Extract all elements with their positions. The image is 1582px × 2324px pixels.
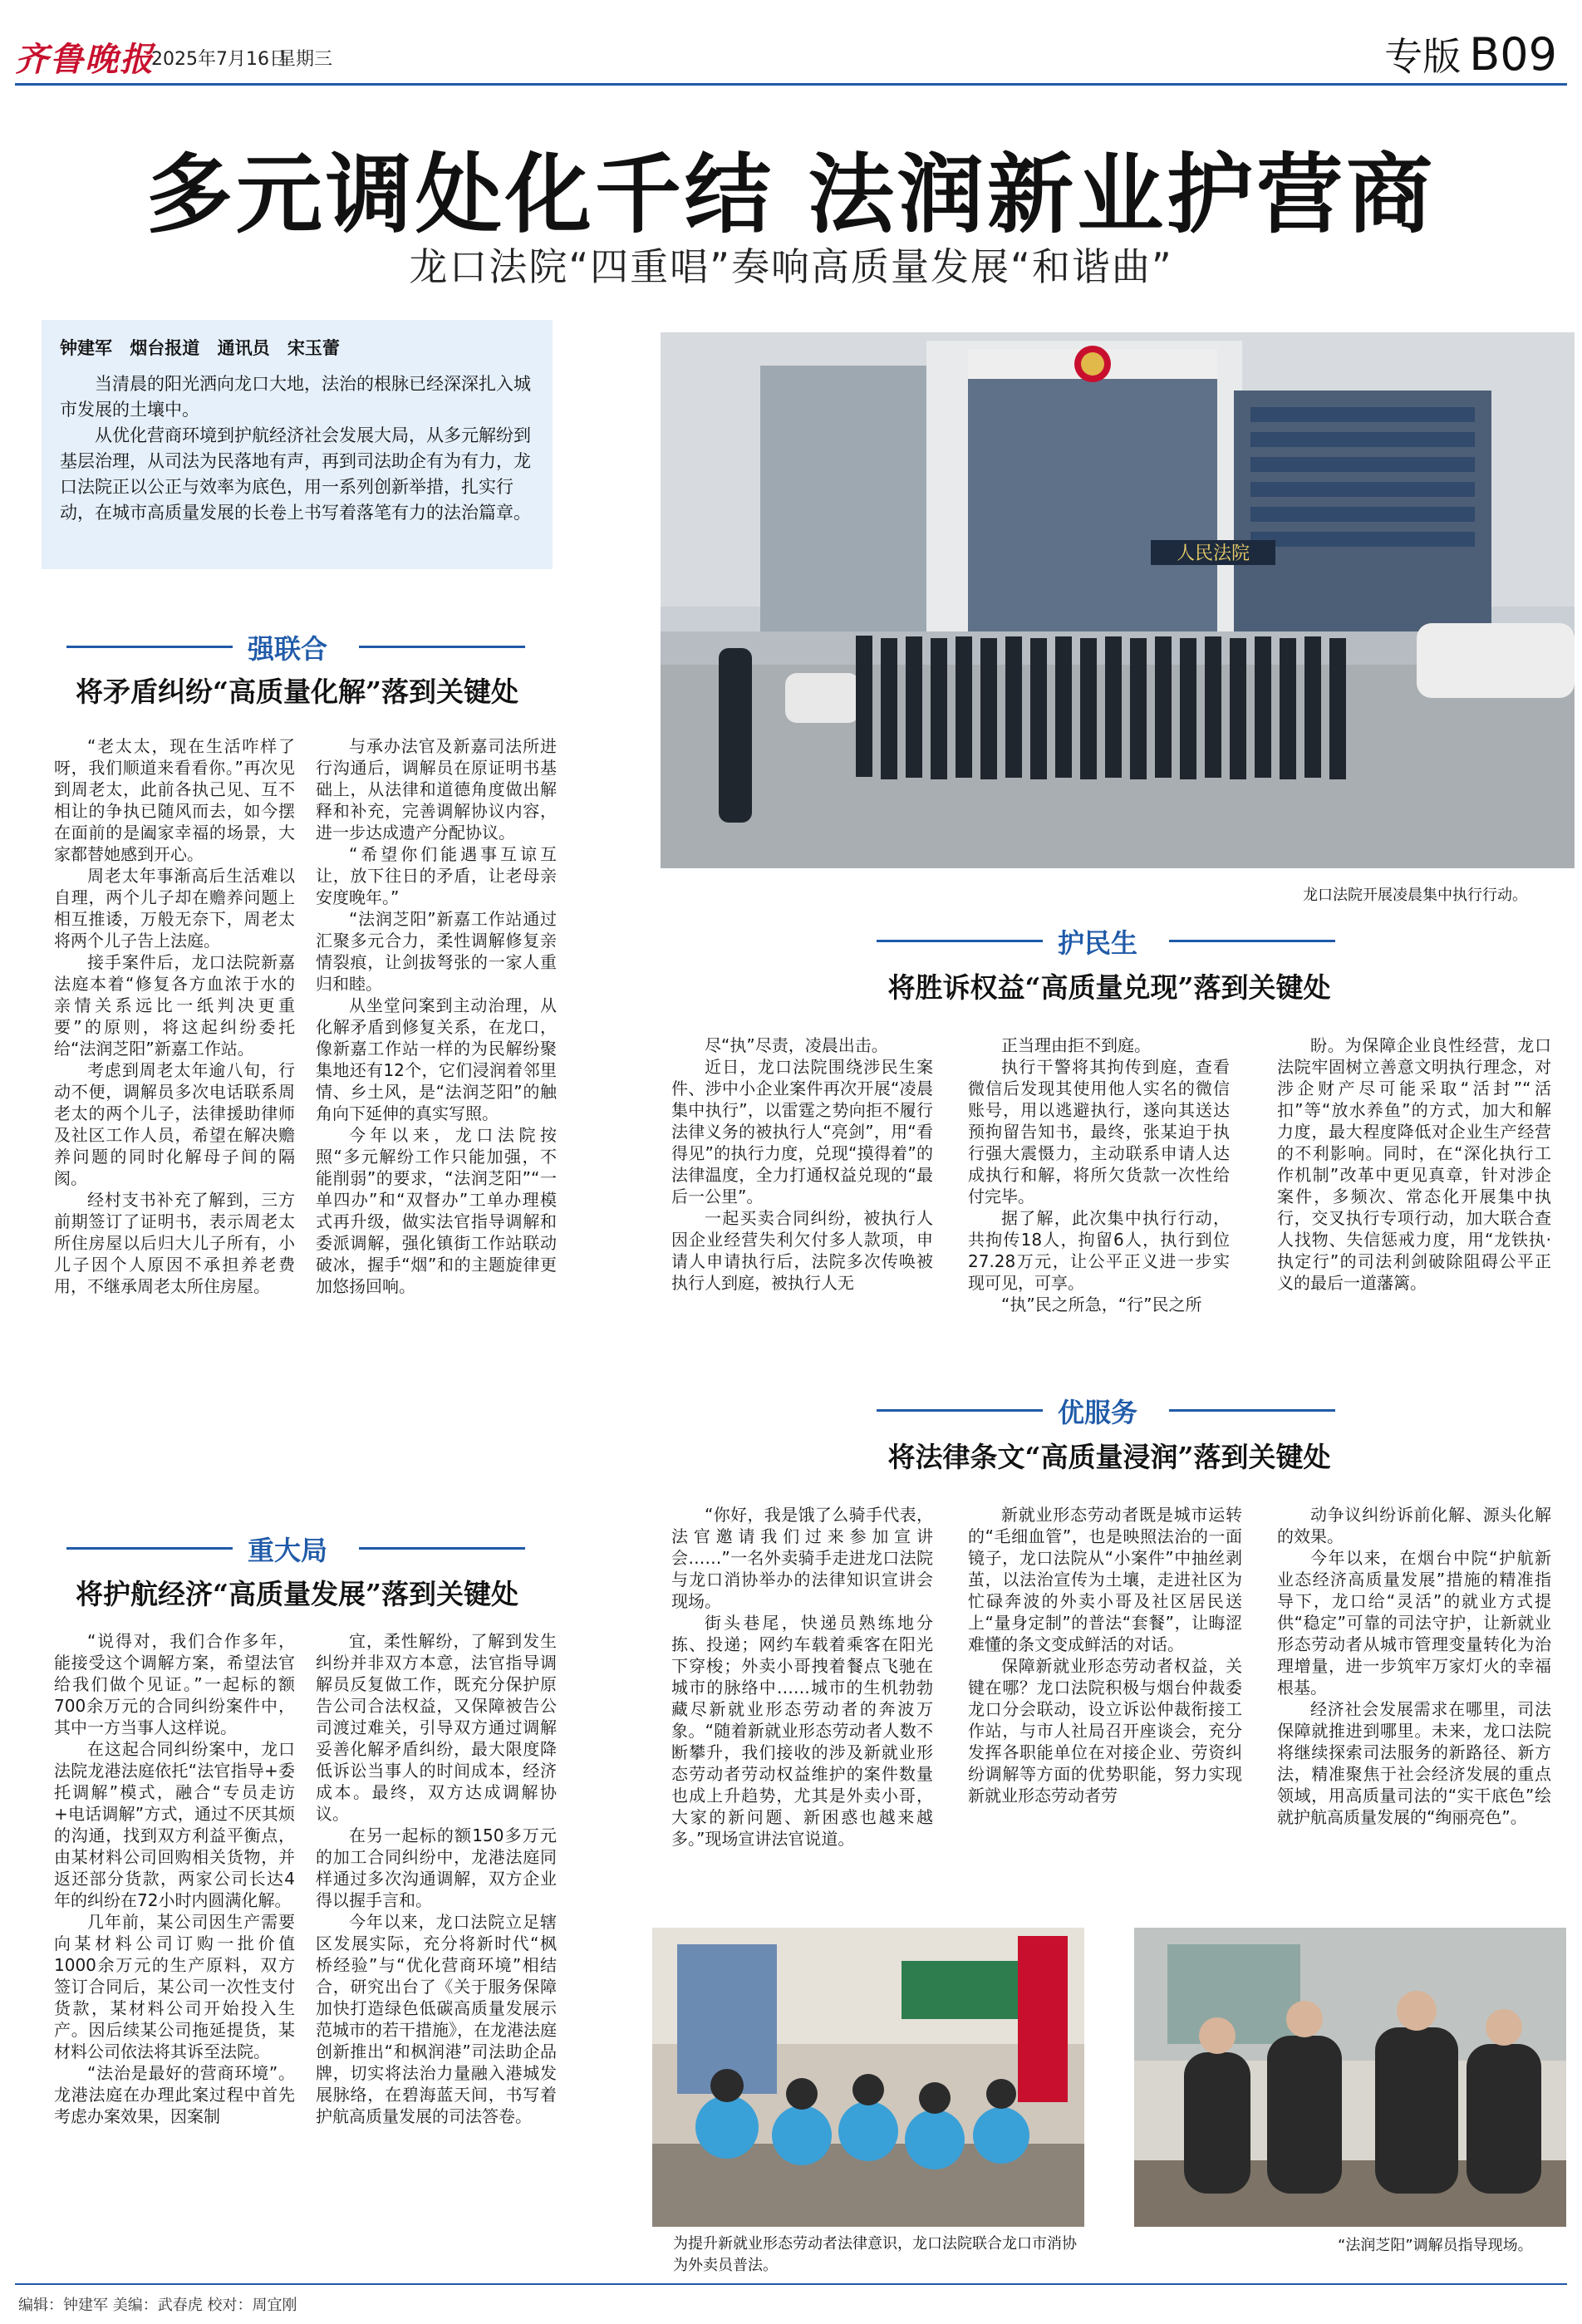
paragraph: “老太太，现在生活咋样了呀，我们顺道来看看你。”再次见到周老太，此前各执己见、互不相让的争执已随风而去，如今摆在面前的是阖家幸福的场景，大家都替她感到开心。 (54, 736, 295, 864)
outreach-photo-illustration (652, 1928, 1084, 2227)
paragraph: 周老太年事渐高后生活难以自理，两个儿子却在赡养问题上相互推诿，万般无奈下，周老太将两个儿子告上法庭。 (54, 866, 295, 951)
paragraph: 在另一起标的额150多万元的加工合同纠纷中，龙港法庭同样通过多次沟通调解，双方企业得以握手言和。 (316, 1825, 557, 1910)
page-label (1384, 27, 1557, 81)
paragraph: 与承办法官及新嘉司法所进行沟通后，调解员在原证明书基础上，从法律和道德角度做出解释和补充，完善调解协议内容，进一步达成遗产分配协议。 (316, 736, 557, 843)
section-label-qianglianhe: 强联合 (248, 633, 328, 665)
paragraph: “法治是最好的营商环境”。龙港法庭在办理此案过程中首先考虑办案效果，因案制 (54, 2063, 295, 2126)
paragraph: 从坐堂问案到主动治理，从化解矛盾到修复关系，在龙口，像新嘉工作站一样的为民解纷聚集地还有12个，它们浸润着邻里情、乡土风，是“法润芝阳”的触角向下延伸的真实写照。 (316, 995, 557, 1123)
lead-paragraph: 当清晨的阳光洒向龙口大地，法治的根脉已经深深扎入城市发展的土壤中。 (60, 374, 531, 420)
section-label-zhongdaju: 重大局 (248, 1535, 328, 1566)
article-column (1277, 1034, 1551, 1294)
paragraph: 几年前，某公司因生产需要向某材料公司订购一批价值1000余万元的生产原料，双方签订合同后，某公司一次性支付货款，某材料公司开始投入生产。因后续某公司拖延提货，某材料公司依法将其诉至法院。 (54, 1912, 295, 2061)
article-column (968, 1504, 1242, 1806)
article-column (54, 1630, 295, 2127)
section-rule (66, 1547, 233, 1550)
top-rule (15, 83, 1567, 86)
paragraph: 据了解，此次集中执行行动，共拘传18人，拘留6人，执行到位27.28万元，让公平正义进一步实现可见，可享。 (968, 1208, 1230, 1293)
paragraph: 正当理由拒不到庭。 (1001, 1035, 1151, 1055)
footer-credits: 编辑：钟建军 美编：武春虎 校对：周宜刚 (18, 2297, 297, 2314)
paragraph: 今年以来，龙口法院按照“多元解纷工作只能加强，不能削弱”的要求，“法润芝阳”“一单四办”和“双督办”工单办理模式再升级，做实法官指导调解和委派调解，强化镇街工作站联动破冰，握手“烟”和的主题旋律更加悠扬回响。 (316, 1125, 557, 1296)
paragraph: 尽“执”尽责，凌晨出击。 (705, 1035, 888, 1055)
issue-weekday: 星期三 (278, 49, 333, 70)
paragraph: 经村支书补充了解到，三方前期签订了证明书，表示周老太所住房屋以后归大儿子所有，小儿子因个人原因不承担养老费用，不继承周老太所住房屋。 (54, 1190, 295, 1296)
lead-box (42, 320, 553, 569)
paragraph: 宜，柔性解纷，了解到发生纠纷并非双方本意，法官指导调解员反复做工作，既充分保护原告公司合法权益，又保障被告公司渡过难关，引导双方通过调解妥善化解矛盾纠纷，最大限度降低诉讼当事人的时间成本，经济成本。最终，双方达成调解协议。 (316, 1631, 557, 1824)
paragraph: 街头巷尾，快递员熟练地分拣、投递；网约车载着乘客在阳光下穿梭；外卖小哥拽着餐点飞驰在城市的脉络中……城市的生机勃勃藏尽新就业形态劳动者的奔波万象。“随着新就业形态劳动者人数不断攀升，我们接收的涉及新就业形态劳动者劳动权益维护的案件数量也成上升趋势，尤其是外卖小哥，大家的新问题、新困惑也越来越多。”现场宣讲法官说道。 (671, 1613, 933, 1849)
byline: 钟建军 烟台报道 通讯员 宋玉蕾 (60, 338, 340, 358)
issue-date: 2025年7月16日 (151, 49, 287, 70)
paragraph: 考虑到周老太年逾八旬，行动不便，调解员多次电话联系周老太的两个儿子，法律援助律师及社区工作人员，希望在解决赡养问题的同时化解母子间的隔阂。 (54, 1060, 295, 1188)
mediation-photo-illustration (1134, 1928, 1566, 2227)
article-column (671, 1504, 933, 1850)
page-kind: 专版 (1384, 34, 1462, 79)
section-rule (1169, 940, 1335, 942)
footer-rule (15, 2283, 1567, 2285)
photo-caption: 龙口法院开展凌晨集中执行行动。 (1303, 887, 1527, 904)
paragraph: 近日，龙口法院围绕涉民生案件、涉中小企业案件再次开展“凌晨集中执行”，以雷霆之势向拒不履行法律义务的被执行人“亮剑”，用“看得见”的执行力度，兑现“摸得着”的法律温度，全力打通权益兑现的“最后一公里”。 (671, 1057, 933, 1206)
courthouse-sign-text: 人民法院 (1176, 543, 1250, 564)
section-label-humingsheng: 护民生 (1058, 927, 1138, 959)
photo-caption: “法润芝阳”调解员指导现场。 (1338, 2237, 1533, 2254)
masthead-logo: 齐鲁晚报 (15, 40, 155, 79)
paragraph: “法润芝阳”新嘉工作站通过汇聚多元合力，柔性调解修复亲情裂痕，让剑拔弩张的一家人重归和睦。 (316, 909, 557, 994)
courthouse-photo-illustration (652, 332, 1582, 868)
photo-caption: 为提升新就业形态劳动者法律意识，龙口法院联合龙口市消协为外卖员普法。 (673, 2235, 1077, 2274)
paragraph: “执”民之所急，“行”民之所 (1001, 1295, 1202, 1314)
section-title: 将矛盾纠纷“高质量化解”落到关键处 (76, 676, 518, 708)
page-title: 多元调处化千结 法润新业护营商 (145, 143, 1437, 245)
section-label-youfuwu: 优服务 (1058, 1397, 1138, 1428)
paragraph: “你好，我是饿了么骑手代表，法官邀请我们过来参加宣讲会……”一名外卖骑手走进龙口法院与龙口消协举办的法律知识宣讲会现场。 (671, 1505, 933, 1611)
paragraph: “希望你们能遇事互谅互让，放下往日的矛盾，让老母亲安度晚年。” (316, 844, 557, 907)
page-subtitle: 龙口法院“四重唱”奏响高质量发展“和谐曲” (409, 244, 1173, 289)
paragraph: 今年以来，在烟台中院“护航新业态经济高质量发展”措施的精准指导下，龙口给“灵活”的就业方式提供“稳定”可靠的司法守护，让新就业形态劳动者从城市管理变量转化为治理增量，进一步筑牢万家灯火的幸福根基。 (1277, 1548, 1551, 1698)
paragraph: 新就业形态劳动者既是城市运转的“毛细血管”，也是映照法治的一面镜子，龙口法院从“小案件”中抽丝剥茧，以法治宣传为土壤，走进社区为忙碌奔波的外卖小哥及社区居民送上“量身定制”的普法“套餐”，让晦涩难懂的条文变成鲜活的对话。 (968, 1505, 1242, 1654)
paragraph: 今年以来，龙口法院立足辖区发展实际，充分将新时代“枫桥经验”与“优化营商环境”相结合，研究出台了《关于服务保障加快打造绿色低碳高质量发展示范城市的若干措施》，在龙港法庭创新推出“和枫润港”司法助企品牌，切实将法治力量融入港城发展脉络，在碧海蓝天间，书写着护航高质量发展的司法答卷。 (316, 1912, 557, 2126)
lead-paragraph: 从优化营商环境到护航经济社会发展大局，从多元解纷到基层治理，从司法为民落地有声，再到司法助企有为有力，龙口法院正以公正与效率为底色，用一系列创新举措，扎实行动，在城市高质量发展的长卷上书写着落笔有力的法治篇章。 (60, 425, 531, 523)
section-rule (1169, 1409, 1335, 1412)
section-rule (359, 1547, 525, 1550)
paragraph: 一起买卖合同纠纷，被执行人因企业经营失利欠付多人款项，申请人申请执行后，法院多次传唤被执行人到庭，被执行人无 (671, 1208, 933, 1293)
article-column (316, 1630, 557, 2127)
paragraph: 动争议纠纷诉前化解、源头化解的效果。 (1277, 1505, 1551, 1546)
section-rule (359, 646, 525, 648)
courthouse-photo (652, 332, 1582, 868)
section-rule (877, 940, 1043, 942)
paragraph: 执行干警将其拘传到庭，查看微信后发现其使用他人实名的微信账号，用以逃避执行，遂向其送达预拘留告知书，最终，张某迫于执行强大震慑力，主动联系申请人达成执行和解，将所欠货款一次性给付完毕。 (968, 1057, 1230, 1206)
mediation-photo (1134, 1928, 1566, 2227)
article-column (671, 1034, 933, 1294)
section-title: 将法律条文“高质量浸润”落到关键处 (887, 1441, 1331, 1473)
section-title: 将胜诉权益“高质量兑现”落到关键处 (887, 971, 1331, 1004)
article-column (316, 735, 557, 1297)
section-rule (877, 1409, 1043, 1412)
section-rule (66, 646, 233, 648)
article-column (1277, 1504, 1551, 1828)
outreach-photo (652, 1928, 1084, 2227)
paragraph: “说得对，我们合作多年，能接受这个调解方案，希望法官给我们做个见证。”一起标的额700余万元的合同纠纷案件中，其中一方当事人这样说。 (54, 1631, 295, 1737)
paragraph: 保障新就业形态劳动者权益，关键在哪？龙口法院积极与烟台仲裁委龙口分会联动，设立诉讼仲裁衔接工作站，与市人社局召开座谈会，充分发挥各职能单位在对接企业、劳资纠纷调解等方面的优势职能，努力实现新就业形态劳动者劳 (968, 1656, 1242, 1806)
paragraph: 接手案件后，龙口法院新嘉法庭本着“修复各方血浓于水的亲情关系远比一纸判决更重要”的原则，将这起纠纷委托给“法润芝阳”新嘉工作站。 (54, 952, 295, 1059)
section-title: 将护航经济“高质量发展”落到关键处 (76, 1578, 518, 1610)
paragraph: 在这起合同纠纷案中，龙口法院龙港法庭依托“法官指导+委托调解”模式，融合“专员走访+电话调解”方式，通过不厌其烦的沟通，找到双方利益平衡点，由某材料公司回购相关货物，并返还部分货款，两家公司长达4年的纠纷在72小时内圆满化解。 (54, 1739, 295, 1910)
page-number: B09 (1469, 28, 1557, 81)
paragraph: 经济社会发展需求在哪里，司法保障就推进到哪里。未来，龙口法院将继续探索司法服务的新路径、新方法，精准聚焦于社会经济发展的重点领域，用高质量司法的“实干底色”绘就护航高质量发展的“绚丽亮色”。 (1277, 1699, 1551, 1827)
paragraph: 盼。为保障企业良性经营，龙口法院牢固树立善意文明执行理念，对涉企财产尽可能采取“活封”“活扣”等“放水养鱼”的方式，加大和解力度，最大程度降低对企业生产经营的不利影响。同时，在“深化执行工作机制”改革中更见真章，针对涉企案件，多频次、常态化开展集中执行，交叉执行专项行动，加大联合查人找物、失信惩戒力度，用“龙铁执·执定行”的司法利剑破除阻碍公平正义的最后一道藩篱。 (1277, 1035, 1551, 1293)
article-column (54, 735, 295, 1297)
article-column (968, 1034, 1230, 1315)
